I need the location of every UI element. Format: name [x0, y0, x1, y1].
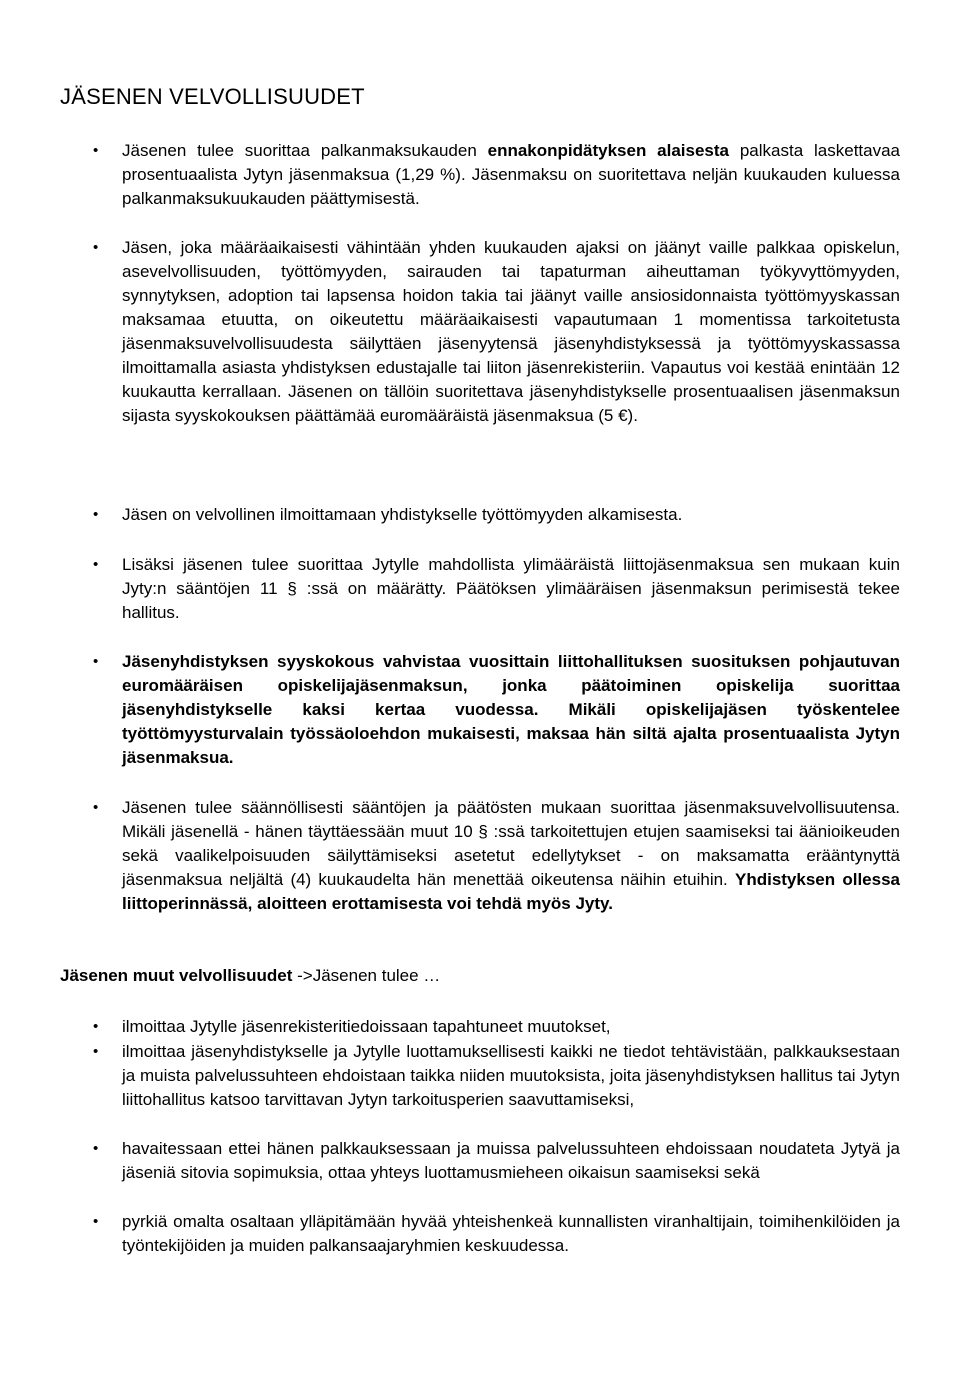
paragraph: ilmoittaa jäsenyhdistykselle ja Jytylle luottamuksellisesti kaikki ne tiedot tehtävistään, palkkauksestaan ja muista palvelussuhteen ehdoistaan taikka niiden muutoksista, joita jäsenyhdistyksen hallitus tai Jytyn liittohallitus katsoo tarvittavan Jytyn tarkoitusperien saavuttamiseksi, [122, 1042, 900, 1109]
paragraph: ilmoittaa Jytylle jäsenrekisteritiedoissaan tapahtuneet muutokset, [122, 1017, 611, 1036]
list-item [60, 503, 900, 527]
page-title: JÄSENEN VELVOLLISUUDET [60, 84, 365, 109]
bullet-icon: • [93, 799, 99, 816]
list-item [60, 650, 900, 770]
paragraph: Jäsen, joka määräaikaisesti vähintään yhden kuukauden ajaksi on jäänyt vaille palkkaa opiskelun, asevelvollisuuden, työttömyyden, sairauden tai tapaturman aiheuttaman työkyvyttömyyden, synnytyksen, adoption tai lapsensa hoidon takia tai jäänyt vaille ansiosidonnaista työttömyyskassan maksamaa etuutta, on oikeutettu määräaikaisesti vapautumaan 1 momentissa tarkoitetusta jäsenmaksuvelvollisuudesta säilyttäen jäsenyytensä jäsenyhdistyksessä ja työttömyyskassassa ilmoittamalla asiasta yhdistyksen edustajalle tai liiton jäsenrekisteriin. Vapautus voi kestää enintään 12 kuukautta kerrallaan. Jäsenen on tällöin suoritettava jäsenyhdistykselle prosentuaalisen jäsenmaksun sijasta syyskokouksen päättämää euromääräistä jäsenmaksua (5 €). [122, 238, 900, 425]
list-item [60, 1137, 900, 1185]
list-item [60, 1040, 900, 1112]
paragraph: Jäsen on velvollinen ilmoittamaan yhdistykselle työttömyyden alkamisesta. [122, 505, 683, 524]
bullet-icon: • [93, 1043, 99, 1060]
paragraph: Jäsenen tulee suorittaa palkanmaksukauden ennakonpidätyksen alaisesta palkasta laskettavaa prosentuaalista Jytyn jäsenmaksua (1,29 %). Jäsenmaksu on suoritettava neljän kuukauden kuluessa palkanmaksukuukauden päättymisestä. [122, 141, 900, 208]
list-item [60, 553, 900, 625]
list-item [60, 1210, 900, 1258]
paragraph: havaitessaan ettei hänen palkkauksessaan ja muissa palvelussuhteen ehdoissaan noudateta Jytyä ja jäseniä sitovia sopimuksia, ottaa yhteys luottamusmieheen oikaisun saamiseksi sekä [122, 1139, 900, 1182]
paragraph: Jäsenen tulee säännöllisesti sääntöjen ja päätösten mukaan suorittaa jäsenmaksuvelvollisuutensa. Mikäli jäsenellä - hänen täyttäessään muut 10 § :ssä tarkoitettujen etujen saamiseksi tai äänioikeuden sekä vaalikelpoisuuden säilyttämiseksi asetetut edellytykset - on maksamatta erääntynyttä jäsenmaksua neljältä (4) kuukaudelta hän menettää oikeutensa näihin etuihin. Yhdistyksen ollessa liittoperinnässä, aloitteen erottamisesta voi tehdä myös Jyty. [122, 798, 900, 913]
bullet-icon: • [93, 239, 99, 256]
paragraph-bold: Jäsenyhdistyksen syyskokous vahvistaa vuosittain liittohallituksen suosituksen pohjautuvan euromääräisen opiskelijajäsenmaksun, jonka päätoiminen opiskelija suorittaa jäsenyhdistykselle kaksi kertaa vuodessa. Mikäli opiskelijajäsen työskentelee työttömyysturvalain työssäoloehdon mukaisesti, maksaa hän siltä ajalta prosentuaalista Jytyn jäsenmaksua. [122, 652, 900, 767]
list-item [60, 796, 900, 916]
bold-text: ennakonpidätyksen alaisesta [487, 141, 730, 160]
bullet-icon: • [93, 556, 99, 573]
bullet-icon: • [93, 506, 99, 523]
bold-text: Yhdistyksen ollessa liittoperinnässä, aloitteen erottamisesta voi tehdä myös Jyty. [122, 870, 900, 913]
bullet-icon: • [93, 1213, 99, 1230]
bullet-icon: • [93, 653, 99, 670]
paragraph: Lisäksi jäsenen tulee suorittaa Jytylle mahdollista ylimääräistä liittojäsenmaksua sen mukaan kuin Jyty:n sääntöjen 11 § :ssä on määrätty. Päätöksen ylimääräisen jäsenmaksun perimisestä tekee hallitus. [122, 555, 900, 622]
paragraph: pyrkiä omalta osaltaan ylläpitämään hyvää yhteishenkeä kunnallisten viranhaltijain, toimihenkilöiden ja työntekijöiden ja muiden palkansaajaryhmien keskuudessa. [122, 1212, 900, 1255]
bullet-icon: • [93, 1018, 99, 1035]
bullet-icon: • [93, 142, 99, 159]
bullet-icon: • [93, 1140, 99, 1157]
list-item [60, 1015, 900, 1039]
list-item [60, 139, 900, 211]
list-item [60, 236, 900, 428]
section-subheading: Jäsenen muut velvollisuudet ->Jäsenen tulee … [60, 966, 441, 985]
